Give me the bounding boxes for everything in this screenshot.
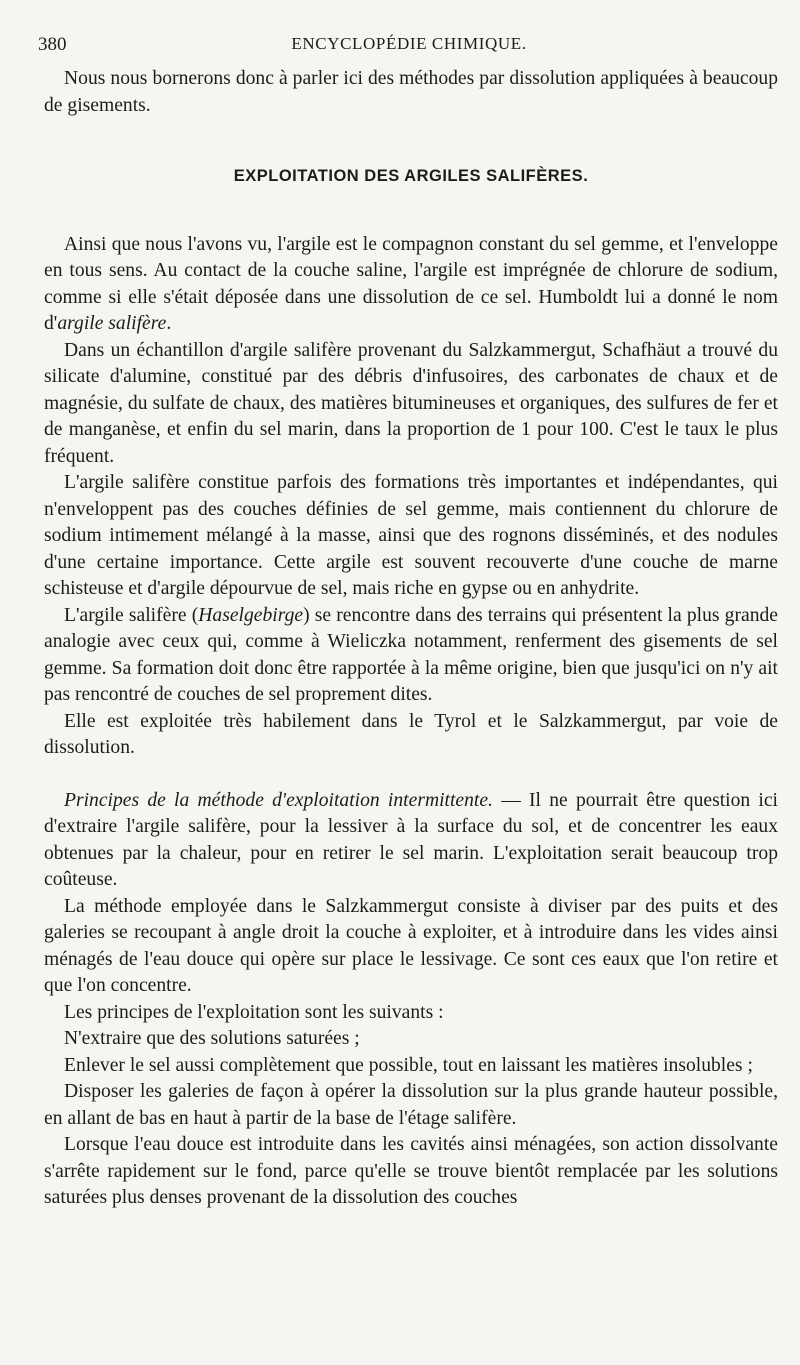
paragraph-6-rest: — Il ne pourrait être question ici d'extraire l'argile salifère, pour la lessiver à la surface du sol, et de concentrer les eaux obtenues par la chaleur, pour en retirer le sel marin. L'exploitation serait beaucoup trop coûteuse. bbox=[44, 789, 778, 890]
body-text bbox=[44, 66, 778, 1212]
paragraph-7: La méthode employée dans le Salzkammergut consiste à diviser par des puits et des galeries se recoupant à angle droit la couche à exploiter, et à introduire dans les vides ainsi ménagés de l'eau douce qui opère sur place le lessivage. Ce sont ces eaux que l'on retire et que l'on concentre. bbox=[44, 895, 778, 996]
paragraph-1-text: Ainsi que nous l'avons vu, l'argile est le compagnon constant du sel gemme, et l'enveloppe en tous sens. Au contact de la couche saline, l'argile est imprégnée de chlorure de sodium, comme si elle s'était déposée dans une dissolution de ce sel. Humboldt lui a donné le nom d' bbox=[44, 233, 778, 334]
paragraph-4-rest: ) se rencontre dans des terrains qui présentent la plus grande analogie avec ceux qui, comme à Wieliczka notamment, renferment des gisements de sel gemme. Sa formation doit donc être rapportée à la même origine, bien que jusqu'ici on n'y ait pas rencontré de couches de sel proprement dites. bbox=[44, 604, 778, 705]
paragraph-1-italic-term: argile salifère bbox=[57, 313, 167, 334]
page-number: 380 bbox=[38, 34, 67, 55]
paragraph-5: Elle est exploitée très habilement dans le Tyrol et le Salzkammergut, par voie de dissolution. bbox=[44, 710, 778, 758]
paragraph-6-heading: Principes de la méthode d'exploitation intermittente. bbox=[64, 789, 493, 811]
paragraph-11: Disposer les galeries de façon à opérer la dissolution sur la plus grande hauteur possible, en allant de bas en haut à partir de la base de l'étage salifère. bbox=[44, 1081, 778, 1129]
paragraph-intro: Nous nous bornerons donc à parler ici des méthodes par dissolution appliquées à beaucoup de gisements. bbox=[44, 68, 778, 116]
paragraph-gap bbox=[44, 762, 778, 788]
page-header bbox=[38, 34, 780, 60]
paragraph-10: Enlever le sel aussi complètement que possible, tout en laissant les matières insolubles ; bbox=[64, 1054, 753, 1076]
paragraph-8: Les principes de l'exploitation sont les suivants : bbox=[64, 1001, 444, 1023]
paragraph-4-italic-term: Haselgebirge bbox=[198, 604, 304, 626]
running-head: ENCYCLOPÉDIE CHIMIQUE. bbox=[291, 34, 527, 53]
paragraph-1-end: . bbox=[166, 313, 172, 334]
section-title: EXPLOITATION DES ARGILES SALIFÈRES. bbox=[233, 167, 589, 185]
paragraph-3: L'argile salifère constitue parfois des formations très importantes et indépendantes, qui n'enveloppent pas des couches définies de sel gemme, mais contiennent du chlorure de sodium intimement mélangé à la masse, ainsi que des rognons disséminés, et des nodules d'une certaine importance. Cette argile est souvent recouverte d'une couche de marne schisteuse et d'argile dépourvue de sel, mais riche en gypse ou en anhydrite. bbox=[44, 472, 778, 599]
paragraph-4 bbox=[44, 603, 778, 709]
paragraph-9: N'extraire que des solutions saturées ; bbox=[64, 1028, 360, 1049]
paragraph-12: Lorsque l'eau douce est introduite dans les cavités ainsi ménagées, son action dissolvante s'arrête rapidement sur le fond, parce qu'elle se trouve bientôt remplacée par les solutions saturées plus denses provenant de la dissolution des couches bbox=[44, 1134, 778, 1208]
paragraph-2: Dans un échantillon d'argile salifère provenant du Salzkammergut, Schafhäut a trouvé du silicate d'alumine, constitué par des débris d'infusoires, des carbonates de chaux et de magnésie, du sulfate de chaux, des matières bitumineuses et organiques, des sulfures de fer et de manganèse, et enfin du sel marin, dans la proportion de 1 pour 100. C'est le taux le plus fréquent. bbox=[44, 339, 778, 467]
paragraph-1 bbox=[44, 232, 778, 338]
paragraph-4-start: L'argile salifère ( bbox=[64, 604, 199, 626]
paragraph-6 bbox=[44, 788, 778, 894]
